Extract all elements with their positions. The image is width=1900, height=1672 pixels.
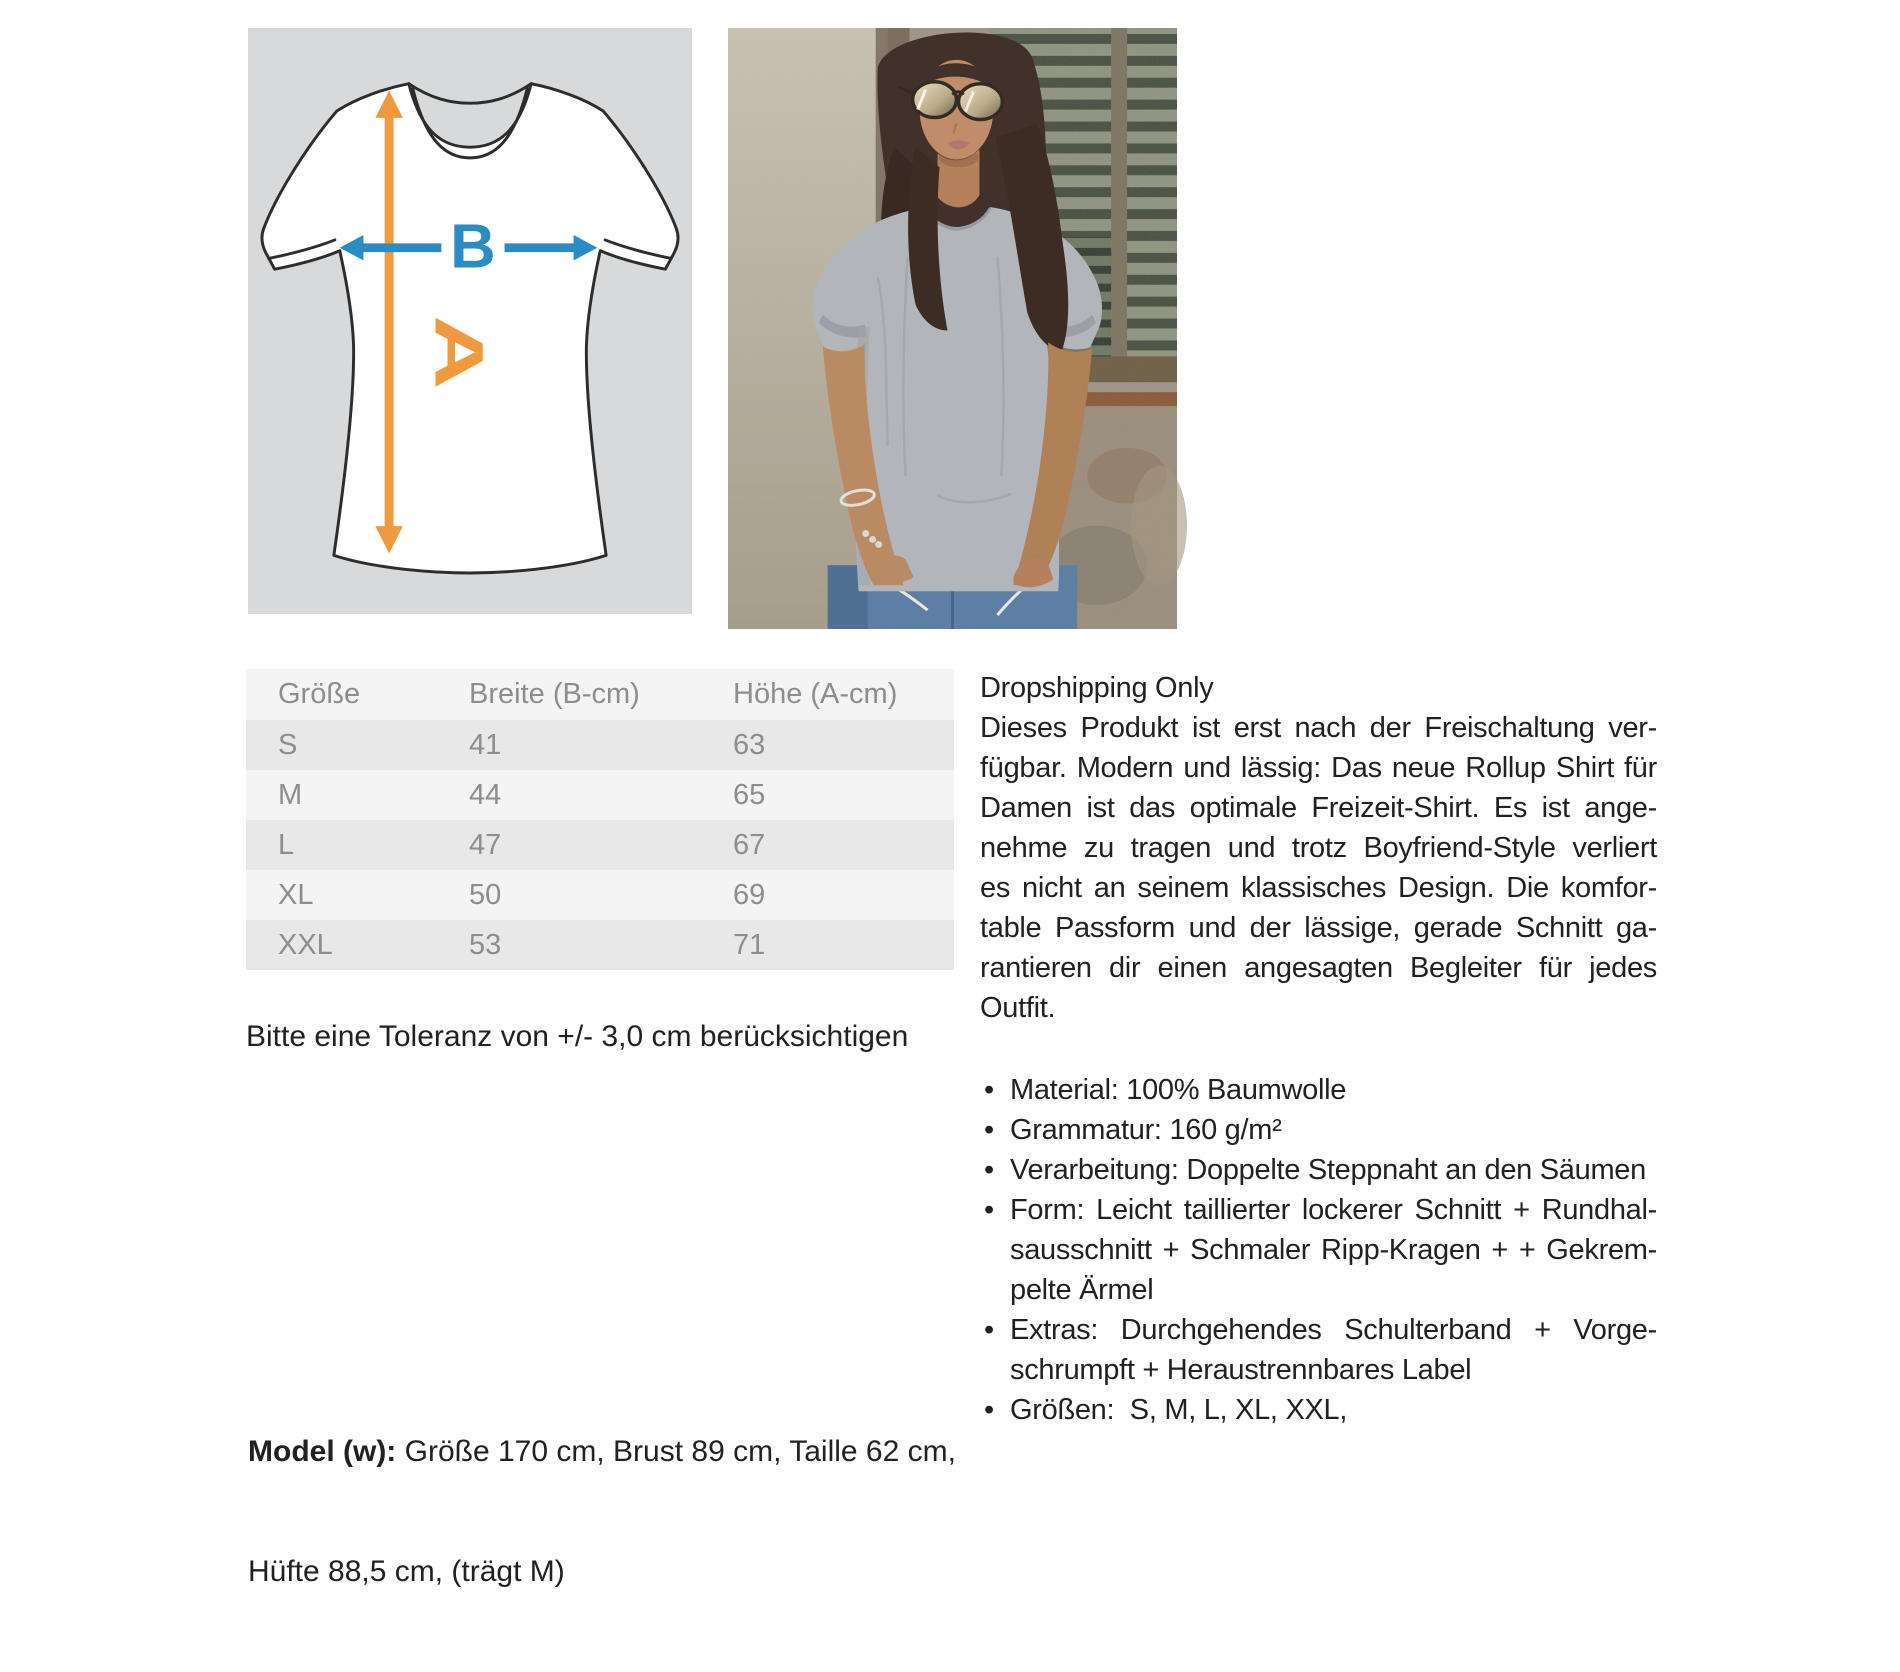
feature-line: pelte Ärmel — [1010, 1274, 1154, 1306]
table-body — [246, 720, 954, 970]
label-a: A — [420, 315, 498, 390]
description-line: es nicht an seinem klassisches Design. Die komfor- — [980, 872, 1657, 904]
feature-line: Grammatur: 160 g/m² — [1010, 1114, 1282, 1146]
bullet-icon: • — [984, 1314, 994, 1346]
feature-line: sausschnitt + Schmaler Ripp-Kragen + + Gekrem- — [1010, 1234, 1657, 1266]
description-line: rantieren dir einen angesagten Begleiter für jedes — [980, 952, 1657, 984]
model-info-line2: Hüfte 88,5 cm, (trägt M) — [248, 1555, 565, 1588]
feature-list — [980, 1070, 1657, 1430]
cell-hoehe: 63 — [733, 729, 766, 761]
cell-breite: 53 — [469, 929, 502, 961]
feature-item — [980, 1070, 1657, 1110]
feature-line: Material: 100% Baumwolle — [1010, 1074, 1347, 1106]
model-info-label: Model (w): — [248, 1435, 397, 1468]
bullet-icon: • — [984, 1114, 994, 1146]
model-info-measurements: Größe 170 cm, Brust 89 cm, Taille 62 cm, — [396, 1435, 956, 1468]
bullet-icon: • — [984, 1194, 994, 1226]
description-paragraph — [980, 708, 1657, 1028]
description-line: Damen ist das optimale Freizeit-Shirt. Es ist ange- — [980, 792, 1657, 824]
description-line: table Passform und der lässige, gerade Schnitt ga- — [980, 912, 1657, 944]
feature-line: Größen: S, M, L, XL, XXL, — [1010, 1394, 1348, 1426]
feature-line: schrumpft + Heraustrennbares Label — [1010, 1354, 1472, 1386]
cell-breite: 50 — [469, 879, 502, 911]
cell-size: S — [278, 729, 298, 761]
cell-hoehe: 67 — [733, 829, 766, 861]
size-table — [246, 669, 954, 970]
cell-size: M — [278, 779, 303, 811]
product-description — [980, 668, 1657, 1430]
bullet-icon: • — [984, 1074, 994, 1106]
model-info — [248, 1352, 956, 1672]
cell-hoehe: 71 — [733, 929, 766, 961]
feature-item — [980, 1190, 1657, 1310]
feature-item — [980, 1310, 1657, 1390]
feature-item — [980, 1390, 1657, 1430]
cell-breite: 47 — [469, 829, 502, 861]
table-header-row — [246, 669, 954, 720]
tshirt-measure-illustration — [248, 28, 692, 614]
cell-breite: 44 — [469, 779, 502, 811]
cell-breite: 41 — [469, 729, 502, 761]
cell-hoehe: 65 — [733, 779, 766, 811]
description-line: fügbar. Modern und lässig: Das neue Rollup Shirt für — [980, 752, 1657, 784]
description-line: Dieses Produkt ist erst nach der Freischaltung ver- — [980, 712, 1657, 744]
bullet-icon: • — [984, 1394, 994, 1426]
table-row-XXL — [246, 920, 954, 970]
cell-size: XL — [278, 879, 314, 911]
table-row-M — [246, 770, 954, 820]
description-line: nehme zu tragen und trotz Boyfriend-Style verliert — [980, 832, 1657, 864]
feature-item — [980, 1150, 1657, 1190]
feature-line: Verarbeitung: Doppelte Steppnaht an den Säumen — [1010, 1154, 1646, 1186]
feature-line: Form: Leicht taillierter lockerer Schnitt + Rundhal- — [1010, 1194, 1657, 1226]
cell-size: XXL — [278, 929, 333, 961]
model-photo-illustration — [728, 28, 1177, 629]
table-row-L — [246, 820, 954, 870]
description-title: Dropshipping Only — [980, 672, 1214, 704]
product-photo — [728, 28, 1177, 629]
table-row-XL — [246, 870, 954, 920]
tolerance-note: Bitte eine Toleranz von +/- 3,0 cm berücksichtigen — [246, 1020, 909, 1053]
feature-item — [980, 1110, 1657, 1150]
cell-size: L — [278, 829, 295, 861]
model-info-line1 — [248, 1432, 956, 1472]
column-header-width: Breite (B-cm) — [469, 678, 640, 710]
feature-line: Extras: Durchgehendes Schulterband + Vorge- — [1010, 1314, 1657, 1346]
size-diagram — [248, 28, 692, 614]
bullet-icon: • — [984, 1154, 994, 1186]
label-b: B — [450, 211, 496, 282]
table-row-S — [246, 720, 954, 770]
column-header-height: Höhe (A-cm) — [733, 678, 898, 710]
column-header-size: Größe — [278, 678, 361, 710]
cell-hoehe: 69 — [733, 879, 766, 911]
description-line: Outfit. — [980, 992, 1056, 1024]
